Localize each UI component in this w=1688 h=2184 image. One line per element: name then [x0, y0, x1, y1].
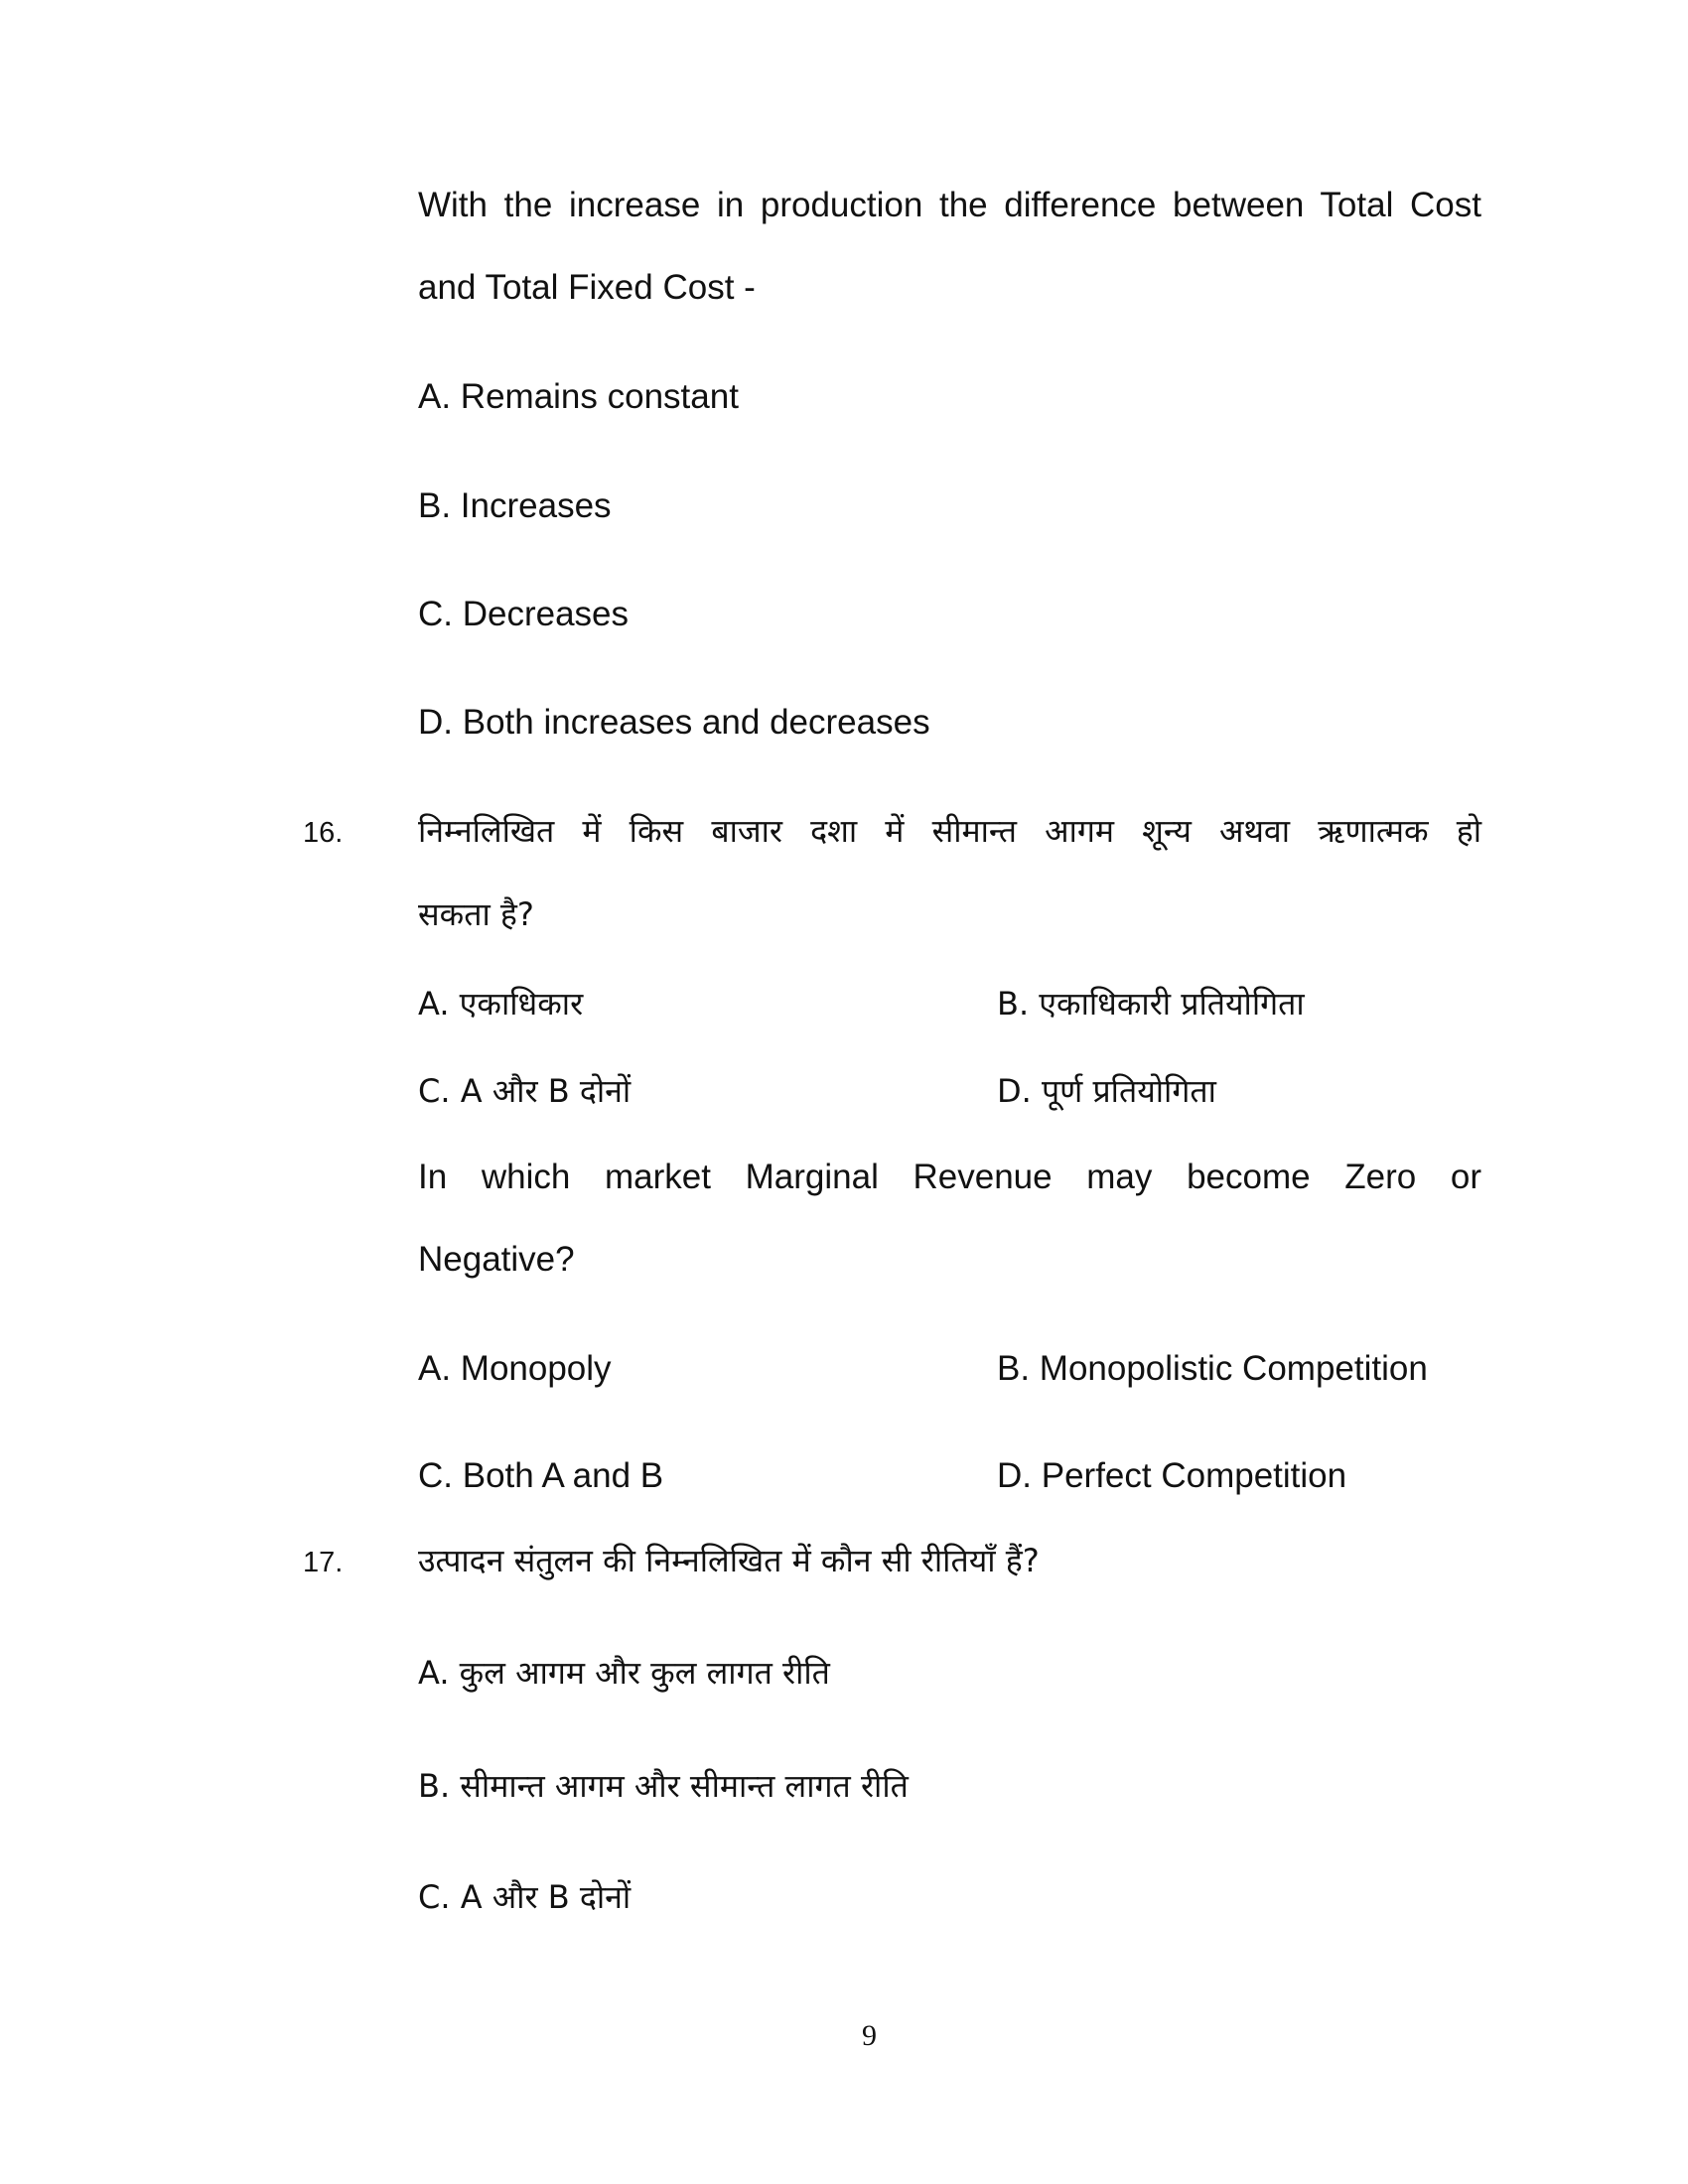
page-number: 9 — [862, 2019, 877, 2052]
q16-option-en-c: C. Both A and B — [418, 1456, 664, 1495]
q16-question-hi-line-1: निम्नलिखित में किस बाजार दशा में सीमान्त आगम शून्य अथवा ऋणात्मक हो — [418, 812, 1481, 850]
q16-question-en-line-1: In which market Marginal Revenue may become Zero or — [418, 1158, 1481, 1196]
q16-question-hi-line-2: सकता है? — [418, 895, 534, 933]
q17-option-hi-b: B. सीमान्त आगम और सीमान्त लागत रीति — [418, 1767, 909, 1805]
q16-option-en-b: B. Monopolistic Competition — [997, 1349, 1428, 1388]
q16-option-en-d: D. Perfect Competition — [997, 1456, 1347, 1495]
q16-option-hi-c: C. A और B दोनों — [418, 1072, 632, 1110]
q15-option-c: C. Decreases — [418, 595, 630, 633]
q15-question-line-2: and Total Fixed Cost - — [418, 268, 756, 307]
q16-question-en-line-2: Negative? — [418, 1240, 575, 1279]
q15-option-a: A. Remains constant — [418, 377, 739, 416]
q15-option-d: D. Both increases and decreases — [418, 703, 930, 742]
q15-option-b: B. Increases — [418, 486, 612, 525]
q17-option-hi-c: C. A और B दोनों — [418, 1878, 632, 1916]
q16-option-hi-b: B. एकाधिकारी प्रतियोगिता — [997, 985, 1305, 1023]
q16-option-hi-a: A. एकाधिकार — [418, 985, 584, 1023]
q16-option-en-a: A. Monopoly — [418, 1349, 612, 1388]
q17-option-hi-a: A. कुल आगम और कुल लागत रीति — [418, 1654, 830, 1692]
q17-number: 17. — [303, 1547, 344, 1578]
q15-question-line-1: With the increase in production the difference between Total Cost — [418, 186, 1481, 224]
q16-number: 16. — [303, 817, 344, 849]
q16-option-hi-d: D. पूर्ण प्रतियोगिता — [997, 1072, 1216, 1110]
q17-question-hi: उत्पादन संतुलन की निम्नलिखित में कौन सी रीतियाँ हैं? — [418, 1542, 1040, 1579]
